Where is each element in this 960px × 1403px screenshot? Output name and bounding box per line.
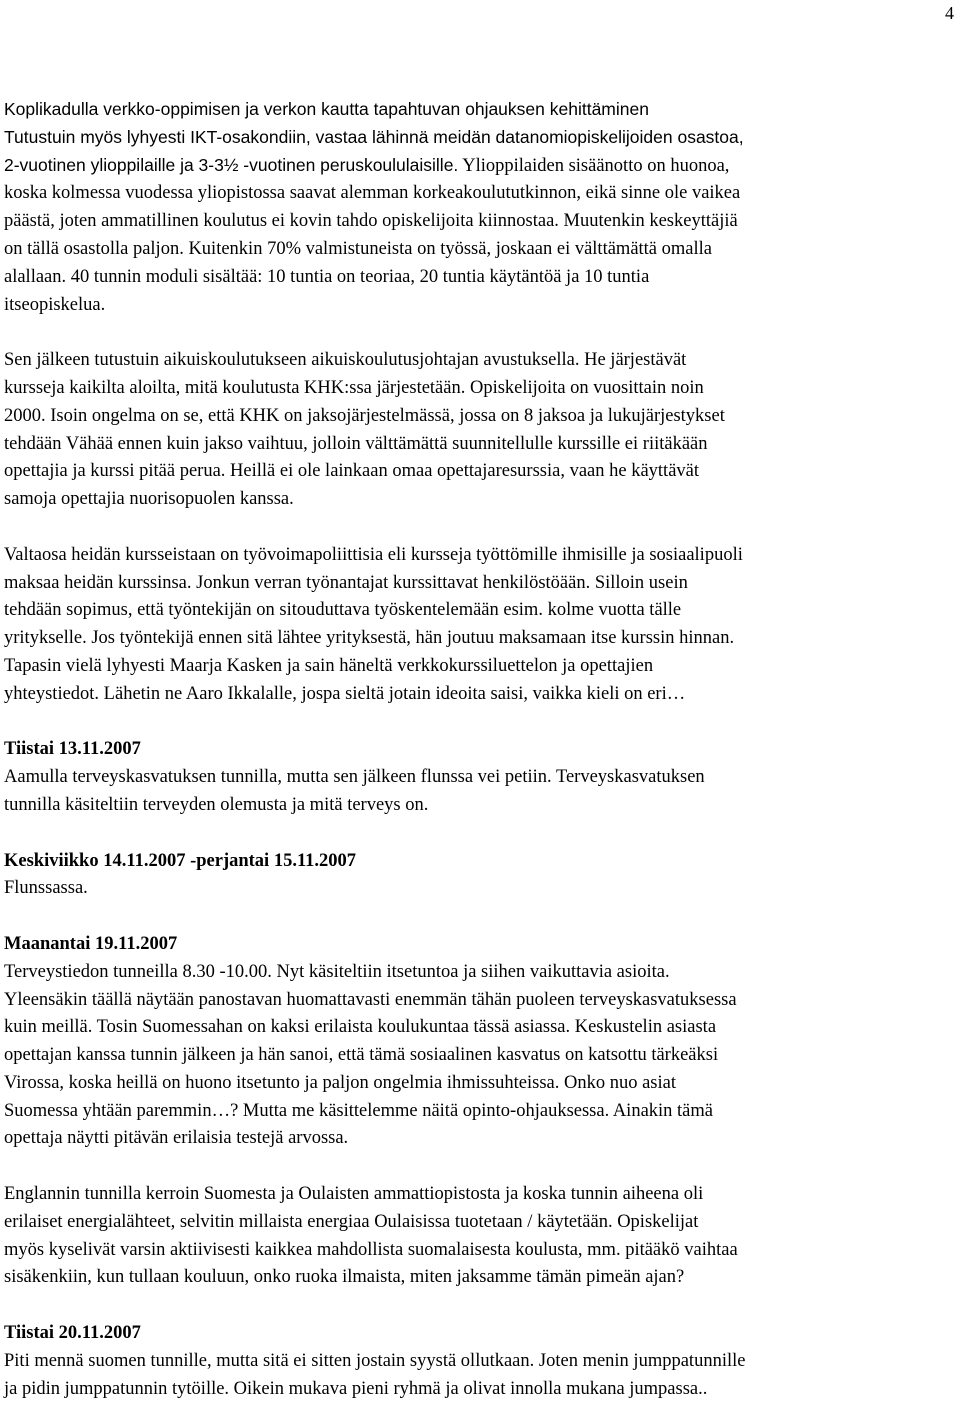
section-heading: Maanantai 19.11.2007 — [4, 933, 178, 954]
text-line: Tapasin vielä lyhyesti Maarja Kasken ja sain häneltä verkkokurssiluettelon ja opettajien — [4, 655, 654, 676]
section-tuesday-20-11 — [4, 1320, 956, 1403]
text-line: 2000. Isoin ongelma on se, että KHK on jaksojärjestelmässä, jossa on 8 jaksoa ja lukujärjestykset — [4, 405, 725, 426]
text-line: kuin meillä. Tosin Suomessahan on kaksi erilaista koulukuntaa tässä asiassa. Keskustelin asiasta — [4, 1017, 717, 1038]
document-body — [4, 96, 956, 1403]
section-tuesday-13-11 — [4, 736, 956, 819]
section-wednesday-friday — [4, 848, 956, 904]
text-line: tunnilla käsiteltiin terveyden olemusta ja mitä terveys on. — [4, 794, 429, 815]
text-line: samoja opettajia nuorisopuolen kanssa. — [4, 489, 294, 510]
paragraph-adult-education — [4, 347, 956, 514]
text-span: Ylioppilaiden sisäänotto on huonoa, — [458, 155, 730, 176]
text-line: opettajia ja kurssi pitää perua. Heillä ei ole lainkaan omaa opettajaresurssia, vaan he käyttävät — [4, 461, 700, 482]
text-line: Suomessa yhtään paremmin…? Mutta me käsittelemme näitä opinto-ohjauksessa. Ainakin tämä — [4, 1100, 713, 1121]
text-line: tehdään sopimus, että työntekijän on sitouduttava työskentelemään esim. kolme vuotta tälle — [4, 600, 682, 621]
text-line: päästä, joten ammatillinen koulutus ei kovin tahdo opiskelijoita kiinnostaa. Muutenkin keskeyttäjiä — [4, 211, 738, 232]
text-line: opettajan kanssa tunnin jälkeen ja hän sanoi, että tämä sosiaalinen kasvatus on katsottu tärkeäksi — [4, 1045, 719, 1066]
paragraph-courses — [4, 542, 956, 709]
text-line: yhteystiedot. Lähetin ne Aaro Ikkalalle, jospa sieltä jotain ideoita saisi, vaikka kieli on eri… — [4, 683, 686, 704]
text-line: itseopiskelua. — [4, 294, 106, 315]
paragraph-ikt-department — [4, 96, 956, 319]
text-line — [4, 152, 956, 181]
text-line: Virossa, koska heillä on huono itsetunto ja paljon ongelmia ihmissuhteissa. Onko nuo asiat — [4, 1072, 676, 1093]
text-span: 2-vuotinen ylioppilaille ja 3-3½ -vuotinen peruskoululaisille. — [4, 154, 459, 175]
text-line: opettaja näytti pitävän erilaisia testejä arvossa. — [4, 1128, 349, 1149]
section-heading: Keskiviikko 14.11.2007 -perjantai 15.11.2007 — [4, 850, 357, 871]
text-line: ja pidin jumppatunnin tytöille. Oikein mukava pieni ryhmä ja olivat innolla mukana jumpassa.. — [4, 1378, 708, 1399]
section-monday-19-11 — [4, 931, 956, 1153]
text-line: Terveystiedon tunneilla 8.30 -10.00. Nyt käsiteltiin itsetuntoa ja siihen vaikuttavia asioita. — [4, 961, 670, 982]
text-line: Flunssassa. — [4, 878, 88, 899]
paragraph-english-lesson — [4, 1181, 956, 1292]
text-line: Valtaosa heidän kursseistaan on työvoimapoliittisia eli kursseja työttömille ihmisille ja sosiaalipuoli — [4, 544, 743, 565]
page-number: 4 — [945, 3, 954, 23]
text-line: Koplikadulla verkko-oppimisen ja verkon kautta tapahtuvan ohjauksen kehittäminen — [4, 99, 649, 119]
text-line: erilaiset energialähteet, selvitin millaista energiaa Oulaisissa tuotetaan / käytetään. Opiskelijat — [4, 1211, 699, 1232]
text-line: Piti mennä suomen tunnille, mutta sitä ei sitten jostain syystä ollutkaan. Joten menin jumppatunnille — [4, 1350, 746, 1371]
section-heading: Tiistai 20.11.2007 — [4, 1323, 141, 1344]
text-line: Sen jälkeen tutustuin aikuiskoulutukseen aikuiskoulutusjohtajan avustuksella. He järjestävät — [4, 350, 687, 371]
text-line: Englannin tunnilla kerroin Suomesta ja Oulaisten ammattiopistosta ja koska tunnin aiheena oli — [4, 1184, 704, 1205]
text-line: sisäkenkiin, kun tullaan kouluun, onko ruoka ilmaista, miten jaksamme tämän pimeän ajan? — [4, 1267, 685, 1288]
section-heading: Tiistai 13.11.2007 — [4, 739, 141, 760]
text-line: Tutustuin myös lyhyesti IKT-osakondiin, vastaa lähinnä meidän datanomiopiskelijoiden osastoa, — [4, 126, 744, 147]
text-line: yritykselle. Jos työntekijä ennen sitä lähtee yrityksestä, hän joutuu maksamaan itse kurssin hinnan. — [4, 628, 735, 649]
text-line: tehdään Vähää ennen kuin jakso vaihtuu, jolloin välttämättä suunnitellulle kurssille ei riitäkään — [4, 433, 708, 454]
text-line: alallaan. 40 tunnin moduli sisältää: 10 tuntia on teoriaa, 20 tuntia käytäntöä ja 10 tuntia — [4, 266, 650, 287]
text-line: on tällä osastolla paljon. Kuitenkin 70% valmistuneista on työssä, joskaan ei välttämättä omalla — [4, 238, 712, 259]
text-line: Yleensäkin täällä näytään panostavan huomattavasti enemmän tähän puoleen terveyskasvatuksessa — [4, 989, 737, 1010]
text-line: kursseja kaikilta aloilta, mitä koulutusta KHK:ssa järjestetään. Opiskelijoita on vuosittain noin — [4, 377, 704, 398]
text-line: koska kolmessa vuodessa yliopistossa saavat alemman korkeakoulututkinnon, eikä sinne ole vaikea — [4, 183, 741, 204]
text-line: myös kyselivät varsin aktiivisesti kaikkea mahdollista suomalaisesta koulusta, mm. pitääkö vaihtaa — [4, 1239, 738, 1260]
text-line: Aamulla terveyskasvatuksen tunnilla, mutta sen jälkeen flunssa vei petiin. Terveyskasvatuksen — [4, 767, 705, 788]
text-line: maksaa heidän kurssinsa. Jonkun verran työnantajat kurssittavat henkilöstöään. Silloin usein — [4, 572, 688, 593]
